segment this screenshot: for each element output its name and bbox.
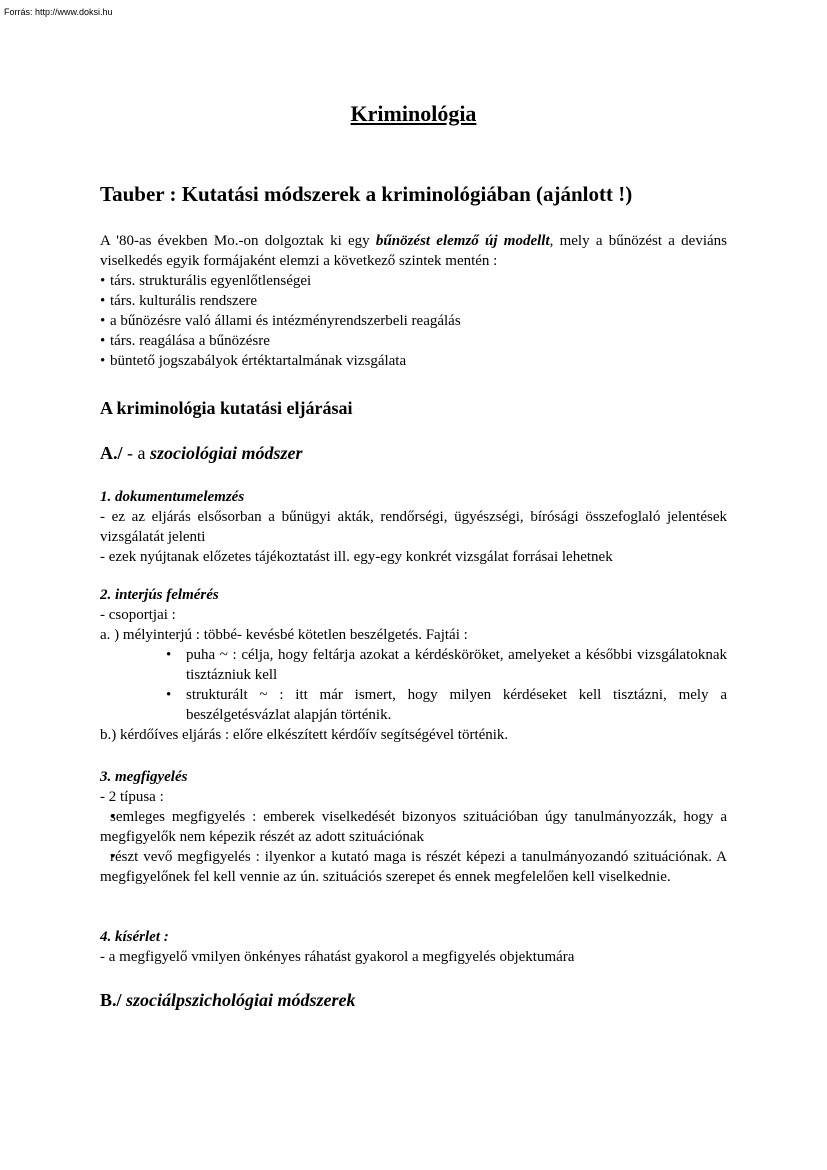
source-label: Forrás: http://www.doksi.hu: [4, 7, 113, 17]
interju-section: [100, 585, 727, 745]
megfigyeles-heading: 3. megfigyelés: [100, 769, 188, 785]
dokumentum-line: - ezek nyújtanak előzetes tájékoztatást ill. egy-egy konkrét vizsgálat forrásai lehetnek: [100, 549, 613, 565]
megfigyeles-types-count: - 2 típusa :: [100, 789, 164, 805]
dokumentum-line: - ez az eljárás elsősorban a bűnügyi akták, rendőrségi, ügyészségi, bírósági összefoglaló jelentések vizsgálatát jelenti: [100, 509, 727, 545]
interju-types-list: [100, 645, 727, 725]
list-item: • strukturált ~ : itt már ismert, hogy milyen kérdéseket kell tisztázni, mely a beszélgetésvázlat alapján történik.: [166, 685, 727, 725]
interju-heading: 2. interjús felmérés: [100, 587, 219, 603]
kiserlet-heading: 4. kísérlet :: [100, 929, 169, 945]
interju-a-line: a. ) mélyinterjú : többé- kevésbé kötetlen beszélgetés. Fajtái :: [100, 627, 468, 643]
dokumentum-section: [100, 487, 727, 567]
list-item: • társ. reagálása a bűnözésre: [100, 331, 727, 351]
list-item: • társ. kulturális rendszere: [100, 291, 727, 311]
section-a-heading: A./ - a szociológiai módszer: [100, 443, 303, 463]
interju-groups: - csoportjai :: [100, 607, 176, 623]
kiserlet-line: - a megfigyelő vmilyen önkényes ráhatást gyakorol a megfigyelés objektumára: [100, 949, 575, 965]
page-title: Kriminológia: [350, 101, 477, 126]
levels-list: [100, 271, 727, 371]
list-item: • részt vevő megfigyelés : ilyenkor a kutató maga is részét képezi a tanulmányozandó szituációnak. A megfigyelőnek fel kell vennie az ún. szituációs szerepet és ennek megfelelően kell viselkednie.: [100, 847, 727, 887]
kiserlet-section: [100, 927, 727, 967]
tauber-heading: Tauber : Kutatási módszerek a kriminológiában (ajánlott !): [100, 182, 633, 206]
list-item: • a bűnözésre való állami és intézményrendszerbeli reagálás: [100, 311, 727, 331]
intro-block: [100, 231, 727, 371]
procedures-heading: A kriminológia kutatási eljárásai: [100, 398, 353, 418]
megfigyeles-section: [100, 767, 727, 887]
model-emphasis: bűnözést elemző új modellt: [375, 233, 550, 249]
interju-b-line: b.) kérdőíves eljárás : előre elkészített kérdőív segítségével történik.: [100, 727, 509, 743]
intro-paragraph: A '80-as években Mo.-on dolgoztak ki egy bűnözést elemző új modellt, mely a bűnözést a deviáns viselkedés egyik formájaként elemzi a következő szintek mentén :: [100, 233, 728, 269]
list-item: • társ. strukturális egyenlőtlenségei: [100, 271, 727, 291]
list-item: • büntető jogszabályok értéktartalmának vizsgálata: [100, 351, 727, 371]
dokumentum-heading: 1. dokumentumelemzés: [100, 489, 245, 505]
section-b-heading: B./ szociálpszichológiai módszerek: [100, 990, 356, 1010]
list-item: • puha ~ : célja, hogy feltárja azokat a kérdésköröket, amelyeket a későbbi vizsgálatoknak tisztázniuk kell: [166, 645, 727, 685]
megfigyeles-list: [100, 807, 727, 887]
list-item: • semleges megfigyelés : emberek viselkedését bizonyos szituációban úgy tanulmányozzák, hogy a megfigyelők nem képezik részét az adott szituációnak: [100, 807, 727, 847]
